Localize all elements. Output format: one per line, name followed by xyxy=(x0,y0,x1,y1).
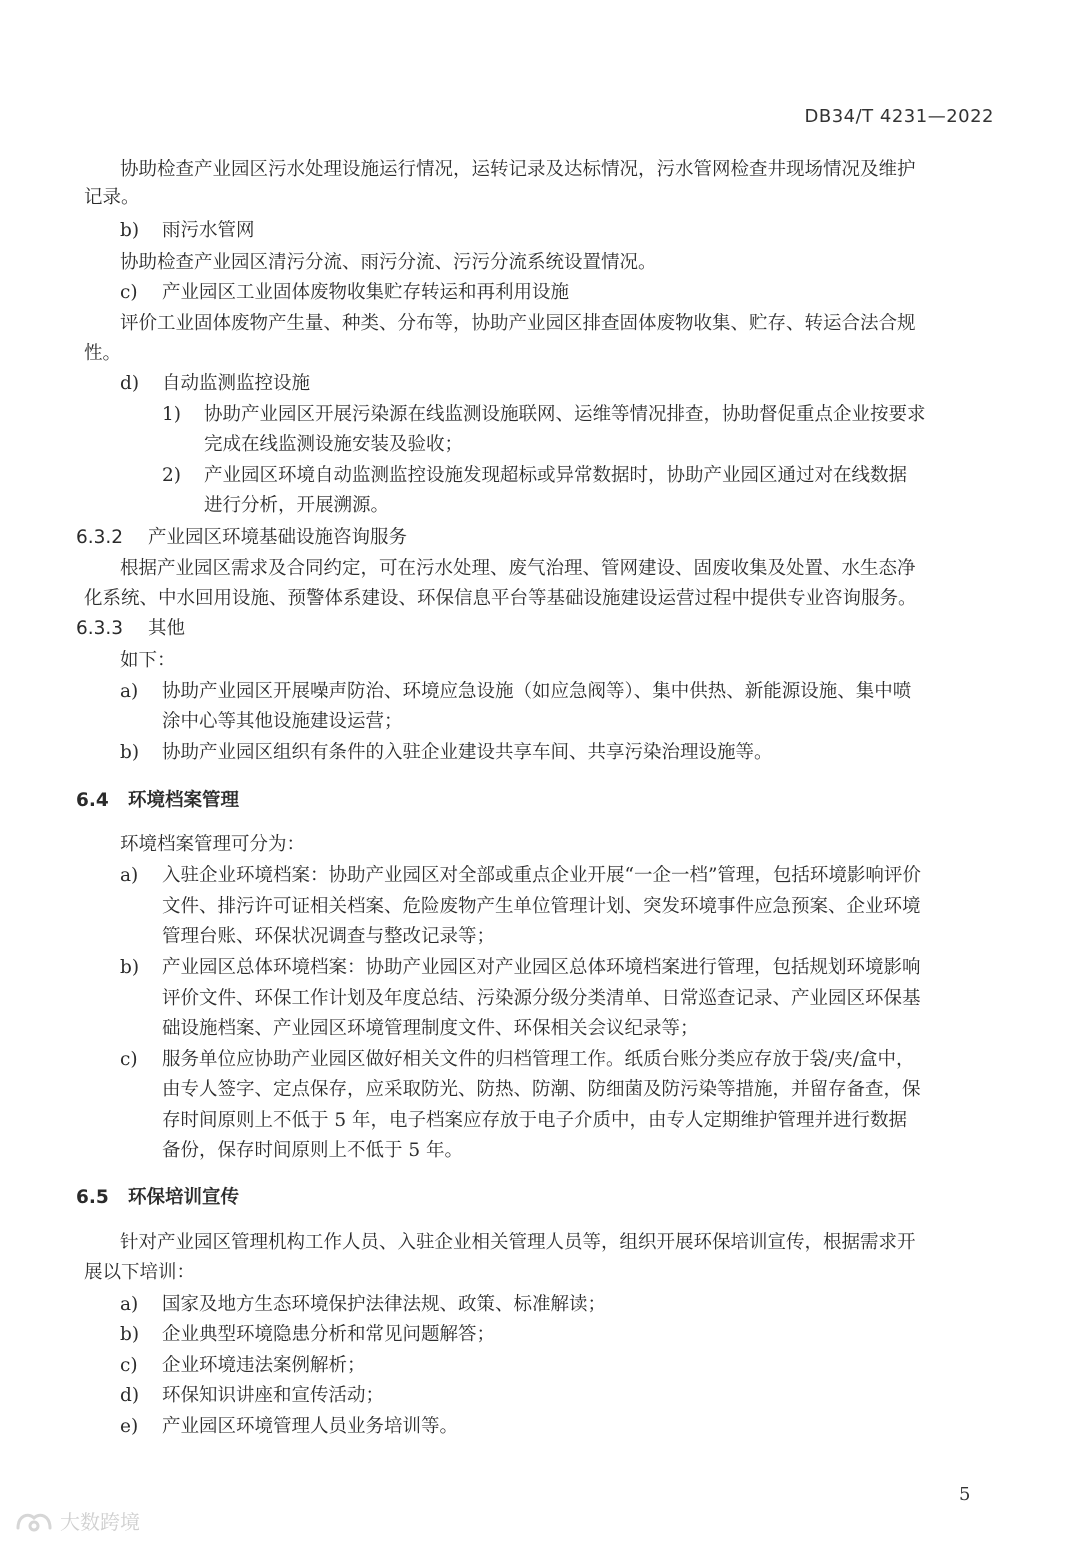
section-heading: 6.3.2 产业园区环境基础设施咨询服务 xyxy=(76,527,408,548)
paragraph-line: 评价文件、环保工作计划及年度总结、污染源分级分类清单、日常巡查记录、产业园区环保基 xyxy=(162,988,921,1009)
paragraph-line: 性。 xyxy=(84,343,122,364)
list-item: d) 环保知识讲座和宣传活动； xyxy=(120,1385,385,1406)
paragraph-line: 进行分析，开展溯源。 xyxy=(204,495,390,516)
watermark-text: 大数跨境 xyxy=(60,1510,140,1534)
paragraph-line: 由专人签字、定点保存，应采取防光、防热、防潮、防细菌及防污染等措施，并留存备查，保 xyxy=(162,1079,921,1100)
paragraph-line: 文件、排污许可证相关档案、危险废物产生单位管理计划、突发环境事件应急预案、企业环境 xyxy=(162,896,921,917)
list-item: d) 自动监测监控设施 xyxy=(120,373,311,394)
paragraph-line: 针对产业园区管理机构工作人员、入驻企业相关管理人员等，组织开展环保培训宣传，根据需求开 xyxy=(120,1232,916,1253)
list-item: b) 企业典型环境隐患分析和常见问题解答； xyxy=(120,1324,496,1345)
list-item: b) 产业园区总体环境档案：协助产业园区对产业园区总体环境档案进行管理，包括规划环境影响 xyxy=(120,957,921,978)
paragraph-line: 如下： xyxy=(120,650,176,671)
watermark-logo-icon xyxy=(14,1508,54,1534)
watermark xyxy=(14,1506,140,1535)
list-item: a) 国家及地方生态环境保护法律法规、政策、标准解读； xyxy=(120,1294,607,1315)
list-item: c) 服务单位应协助产业园区做好相关文件的归档管理工作。纸质台账分类应存放于袋/夹/盒中， xyxy=(120,1049,915,1070)
paragraph-line: 记录。 xyxy=(84,187,140,208)
paragraph-line: 根据产业园区需求及合同约定，可在污水处理、废气治理、管网建设、固废收集及处置、水生态净 xyxy=(120,558,916,579)
section-heading: 6.4 环境档案管理 xyxy=(76,790,240,811)
paragraph-line: 评价工业固体废物产生量、种类、分布等，协助产业园区排查固体废物收集、贮存、转运合法合规 xyxy=(120,313,916,334)
paragraph-line: 化系统、中水回用设施、预警体系建设、环保信息平台等基础设施建设运营过程中提供专业咨询服务。 xyxy=(84,588,917,609)
paragraph-line: 础设施档案、产业园区环境管理制度文件、环保相关会议纪录等； xyxy=(162,1018,699,1039)
list-item: c) 产业园区工业固体废物收集贮存转运和再利用设施 xyxy=(120,282,570,303)
section-heading: 6.5 环保培训宣传 xyxy=(76,1187,240,1208)
paragraph-line: 备份，保存时间原则上不低于 5 年。 xyxy=(162,1140,464,1161)
list-item: a) 入驻企业环境档案：协助产业园区对全部或重点企业开展“一企一档”管理，包括环境影响评价 xyxy=(120,865,921,886)
paragraph-line: 完成在线监测设施安装及验收； xyxy=(204,434,464,455)
list-item: c) 企业环境违法案例解析； xyxy=(120,1355,366,1376)
list-item: e) 产业园区环境管理人员业务培训等。 xyxy=(120,1416,459,1437)
list-item: b) 雨污水管网 xyxy=(120,220,255,241)
document-code: DB34/T 4231—2022 xyxy=(804,106,994,127)
page-number: 5 xyxy=(959,1484,971,1505)
paragraph-line: 管理台账、环保状况调查与整改记录等； xyxy=(162,926,496,947)
paragraph-line: 协助检查产业园区污水处理设施运行情况，运转记录及达标情况，污水管网检查井现场情况及维护 xyxy=(120,159,916,180)
paragraph-line: 展以下培训： xyxy=(84,1262,196,1283)
paragraph-line: 涂中心等其他设施建设运营； xyxy=(162,711,403,732)
list-item: a) 协助产业园区开展噪声防治、环境应急设施（如应急阀等）、集中供热、新能源设施、集中喷 xyxy=(120,681,912,702)
paragraph-line: 存时间原则上不低于 5 年，电子档案应存放于电子介质中，由专人定期维护管理并进行数据 xyxy=(162,1110,908,1131)
paragraph-line: 协助检查产业园区清污分流、雨污分流、污污分流系统设置情况。 xyxy=(120,252,657,273)
section-heading: 6.3.3 其他 xyxy=(76,618,186,639)
list-item: b) 协助产业园区组织有条件的入驻企业建设共享车间、共享污染治理设施等。 xyxy=(120,742,773,763)
list-item: 1) 协助产业园区开展污染源在线监测设施联网、运维等情况排查，协助督促重点企业按要求 xyxy=(162,404,926,425)
paragraph-line: 环境档案管理可分为： xyxy=(120,834,306,855)
list-item: 2) 产业园区环境自动监测监控设施发现超标或异常数据时，协助产业园区通过对在线数据 xyxy=(162,465,908,486)
